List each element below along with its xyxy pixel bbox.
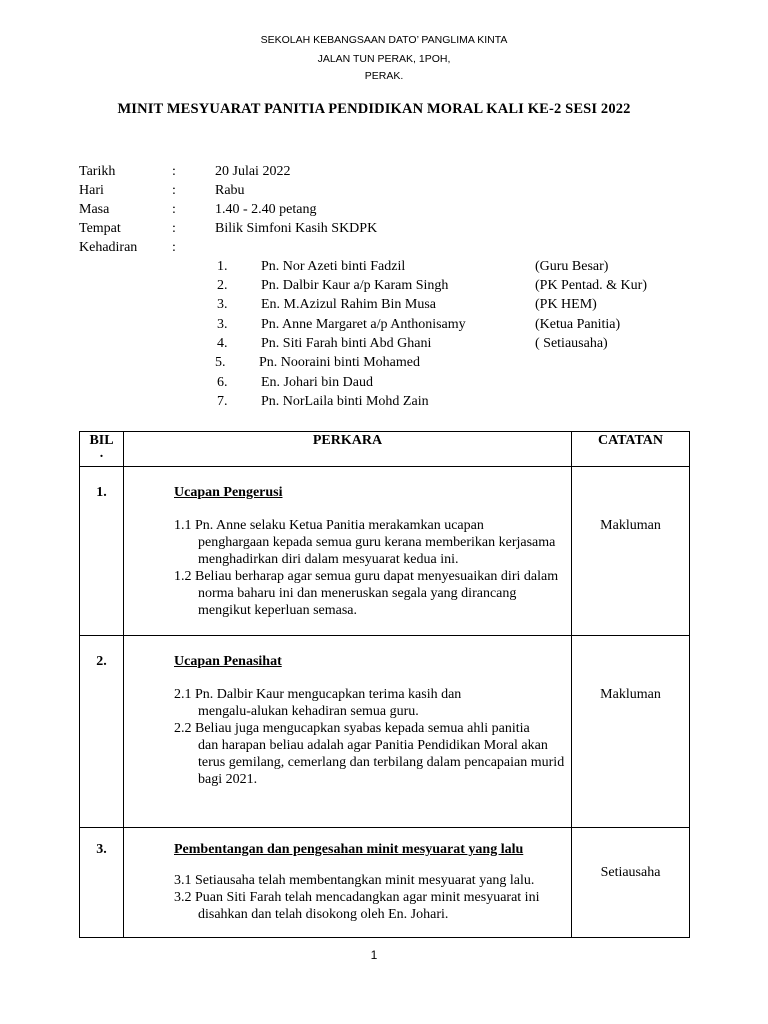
row-number: 1. — [96, 485, 107, 500]
info-label-time: Masa — [79, 202, 110, 217]
attendee-number: 4. — [217, 336, 228, 351]
info-label-date: Tarikh — [79, 164, 116, 179]
attendee-name: Pn. Nor Azeti binti Fadzil — [261, 259, 406, 274]
row-note: Makluman — [600, 687, 661, 702]
attendee-name: Pn. Siti Farah binti Abd Ghani — [261, 336, 432, 351]
row-content-cell — [124, 828, 572, 938]
info-label-venue: Tempat — [79, 221, 121, 236]
row-heading: Ucapan Penasihat — [174, 654, 282, 669]
row-line: mengalu-alukan kehadiran semua guru. — [198, 704, 419, 719]
attendee-role: (PK Pentad. & Kur) — [535, 278, 647, 293]
attendee-role: (Ketua Panitia) — [535, 317, 621, 332]
info-colon: : — [172, 183, 176, 198]
info-value-time: 1.40 - 2.40 petang — [215, 202, 317, 217]
info-colon: : — [172, 202, 176, 217]
attendee-number: 2. — [217, 278, 228, 293]
info-label-day: Hari — [79, 183, 104, 198]
row-line: 2.2 Beliau juga mengucapkan syabas kepada semua ahli panitia — [174, 721, 530, 736]
header-bil-line2: . — [99, 446, 104, 461]
attendee-number: 6. — [217, 375, 228, 390]
row-line: mengikut keperluan semasa. — [198, 603, 358, 618]
info-value-day: Rabu — [215, 183, 245, 198]
row-number: 3. — [96, 842, 107, 857]
attendee-role: (Guru Besar) — [535, 259, 609, 274]
row-line: bagi 2021. — [198, 772, 258, 787]
attendee-name: Pn. Dalbir Kaur a/p Karam Singh — [261, 278, 449, 293]
header-perkara: PERKARA — [124, 432, 572, 467]
row-heading: Pembentangan dan pengesahan minit mesyuarat yang lalu — [174, 842, 524, 857]
info-colon: : — [172, 164, 176, 179]
attendee-name: En. M.Azizul Rahim Bin Musa — [261, 297, 436, 312]
school-address-line-1: JALAN TUN PERAK, 1POH, — [317, 53, 451, 65]
info-colon: : — [172, 221, 176, 236]
info-value-venue: Bilik Simfoni Kasih SKDPK — [215, 221, 378, 236]
row-content-cell — [124, 636, 572, 828]
attendee-number: 3. — [217, 317, 228, 332]
row-line: dan harapan beliau adalah agar Panitia Pendidikan Moral akan — [198, 738, 548, 753]
info-colon: : — [172, 240, 176, 255]
row-number-cell — [80, 636, 124, 828]
row-note: Makluman — [600, 518, 661, 533]
document-title: MINIT MESYUARAT PANITIA PENDIDIKAN MORAL KALI KE-2 SESI 2022 — [117, 101, 631, 117]
info-label-attendance: Kehadiran — [79, 240, 138, 255]
row-note-cell — [572, 467, 690, 636]
row-line: penghargaan kepada semua guru kerana memberikan kerjasama — [198, 535, 556, 550]
header-catatan: CATATAN — [572, 432, 690, 467]
row-line: menghadirkan diri dalam mesyuarat kedua ini. — [198, 552, 459, 567]
row-number: 2. — [96, 654, 107, 669]
table-row — [80, 467, 690, 636]
row-line: disahkan dan telah disokong oleh En. Johari. — [198, 907, 449, 922]
table-header-row — [80, 432, 690, 467]
table-row — [80, 636, 690, 828]
attendee-role: ( Setiausaha) — [535, 336, 608, 351]
row-line: 3.2 Puan Siti Farah telah mencadangkan agar minit mesyuarat ini — [174, 890, 540, 905]
row-number-cell — [80, 467, 124, 636]
attendee-name: Pn. NorLaila binti Mohd Zain — [261, 394, 429, 409]
row-line: norma baharu ini dan meneruskan segala yang dirancang — [198, 586, 517, 601]
page-number: 1 — [370, 948, 378, 962]
row-heading: Ucapan Pengerusi — [174, 485, 283, 500]
attendee-number: 1. — [217, 259, 228, 274]
attendee-role: (PK HEM) — [535, 297, 597, 312]
attendee-name: Pn. Nooraini binti Mohamed — [259, 355, 420, 370]
row-note: Setiausaha — [600, 865, 661, 880]
info-value-date: 20 Julai 2022 — [215, 164, 291, 179]
row-note-cell — [572, 636, 690, 828]
row-line: 1.2 Beliau berharap agar semua guru dapat menyesuaikan diri dalam — [174, 569, 559, 584]
attendee-name: En. Johari bin Daud — [261, 375, 373, 390]
row-line: 3.1 Setiausaha telah membentangkan minit mesyuarat yang lalu. — [174, 873, 535, 888]
header-bil-line1: BIL — [89, 433, 114, 448]
minutes-table — [79, 431, 690, 938]
attendee-number: 5. — [215, 355, 226, 370]
row-note-cell — [572, 828, 690, 938]
row-line: terus gemilang, cemerlang dan terbilang dalam pencapaian murid — [198, 755, 565, 770]
row-number-cell — [80, 828, 124, 938]
header-bil — [80, 432, 124, 467]
row-line: 2.1 Pn. Dalbir Kaur mengucapkan terima kasih dan — [174, 687, 462, 702]
table-row — [80, 828, 690, 938]
attendee-name: Pn. Anne Margaret a/p Anthonisamy — [261, 317, 466, 332]
row-content-cell — [124, 467, 572, 636]
row-line: 1.1 Pn. Anne selaku Ketua Panitia merakamkan ucapan — [174, 518, 484, 533]
attendee-number: 7. — [217, 394, 228, 409]
school-address-line-2: PERAK. — [364, 70, 404, 82]
attendee-number: 3. — [217, 297, 228, 312]
school-name: SEKOLAH KEBANGSAAN DATO’ PANGLIMA KINTA — [260, 34, 508, 46]
